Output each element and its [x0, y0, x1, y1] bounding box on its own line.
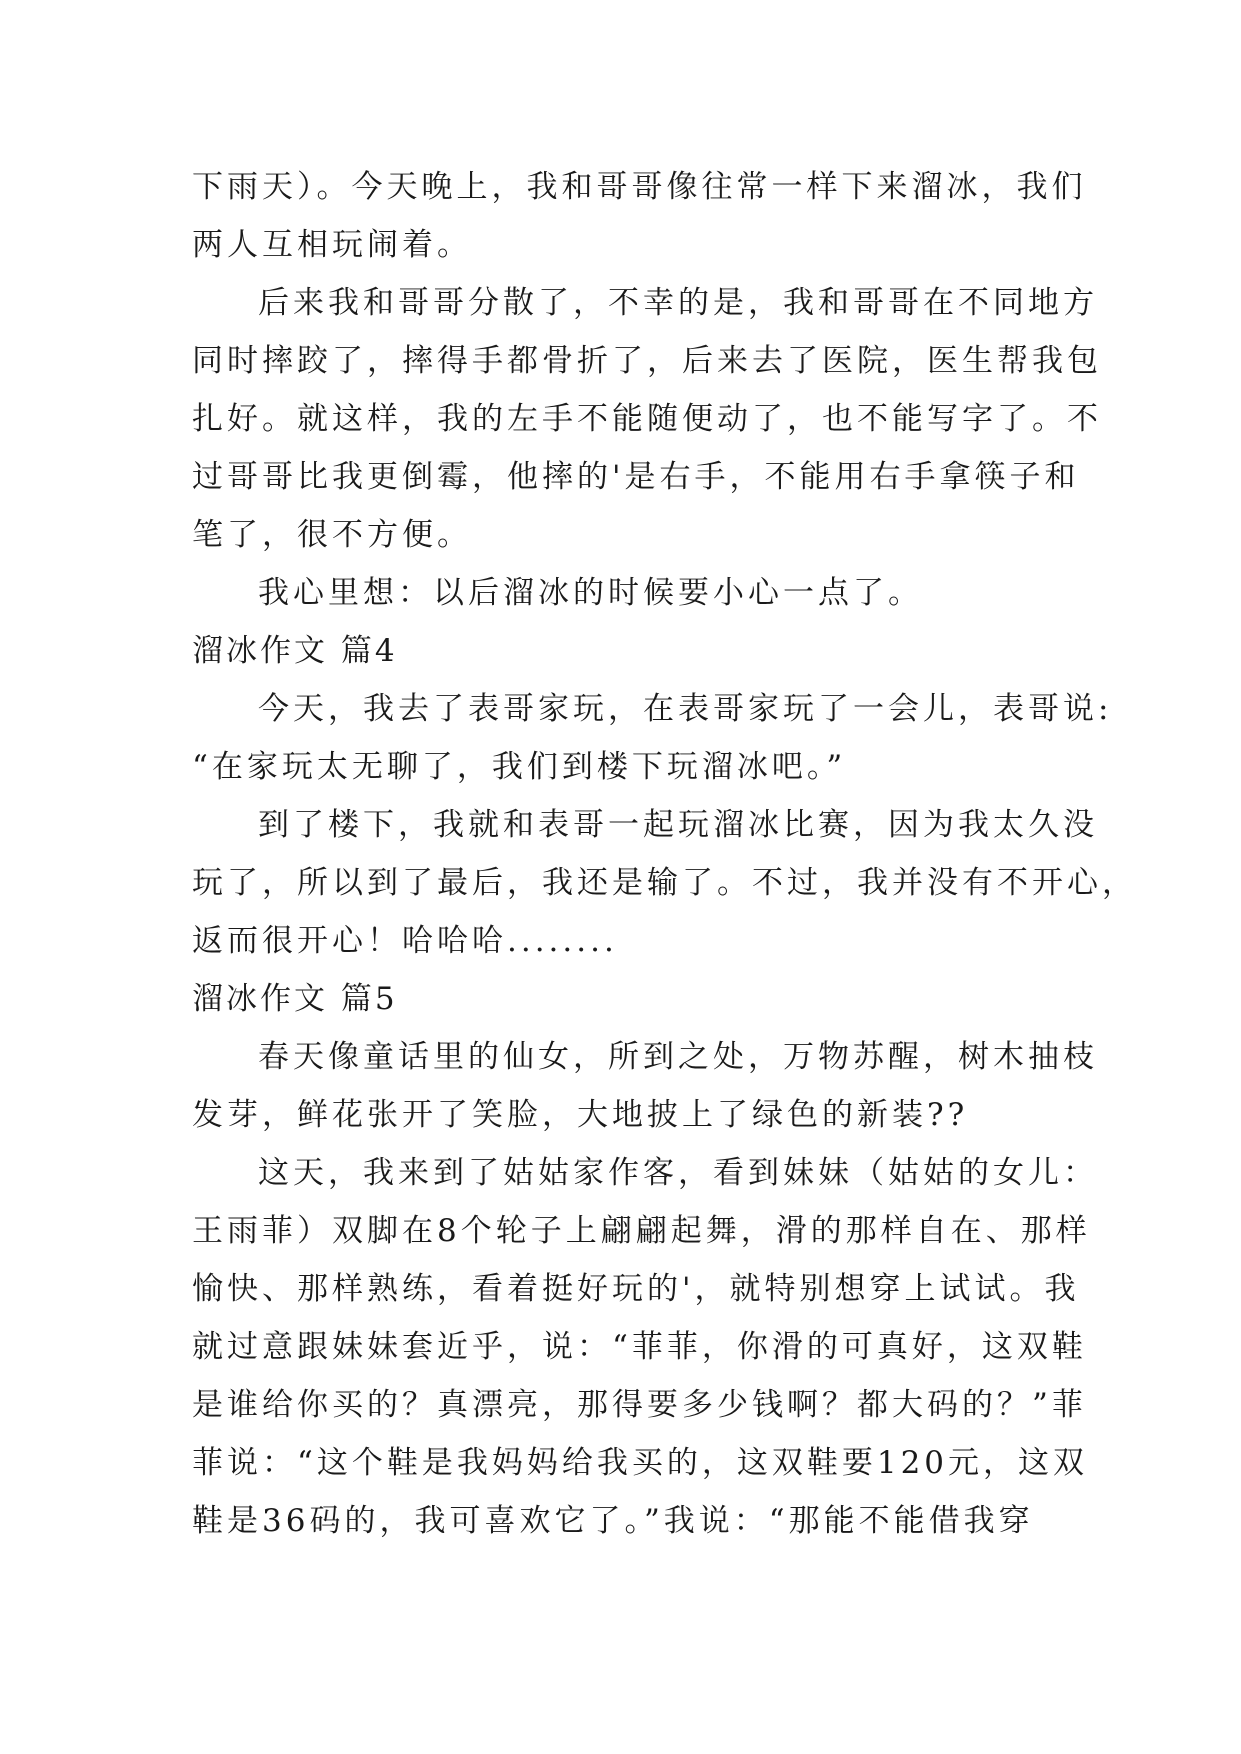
text-line: 返而很开心！哈哈哈........: [192, 923, 618, 959]
text-line: 玩了，所以到了最后，我还是输了。不过，我并没有不开心，: [192, 865, 1137, 901]
text-line: 两人互相玩闹着。: [192, 227, 472, 263]
text-line: 愉快、那样熟练，看着挺好玩的'，就特别想穿上试试。我: [192, 1271, 1080, 1307]
text-line: 是谁给你买的？真漂亮，那得要多少钱啊？都大码的？”菲: [192, 1387, 1087, 1423]
text-line: 过哥哥比我更倒霉，他摔的'是右手，不能用右手拿筷子和: [192, 459, 1080, 495]
text-line: 王雨菲）双脚在8个轮子上翩翩起舞，滑的那样自在、那样: [192, 1213, 1091, 1249]
paragraph-start-line: 我心里想：以后溜冰的时候要小心一点了。: [258, 575, 923, 611]
text-line: 发芽，鲜花张开了笑脸，大地披上了绿色的新装??: [192, 1097, 969, 1133]
paragraph-start-line: 今天，我去了表哥家玩，在表哥家玩了一会儿，表哥说:: [258, 691, 1113, 727]
paragraph-start-line: 到了楼下，我就和表哥一起玩溜冰比赛，因为我太久没: [258, 807, 1098, 843]
paragraph-start-line: 这天，我来到了姑姑家作客，看到妹妹（姑姑的女儿：: [258, 1155, 1098, 1191]
text-line: 同时摔跤了，摔得手都骨折了，后来去了医院，医生帮我包: [192, 343, 1102, 379]
document-body: [192, 158, 1137, 1550]
text-line: 笔了，很不方便。: [192, 517, 472, 553]
text-line: 扎好。就这样，我的左手不能随便动了，也不能写字了。不: [192, 401, 1102, 437]
paragraph-start-line: 春天像童话里的仙女，所到之处，万物苏醒，树木抽枝: [258, 1039, 1098, 1075]
paragraph-start-line: 后来我和哥哥分散了，不幸的是，我和哥哥在不同地方: [258, 285, 1098, 321]
section-heading: 溜冰作文 篇4: [192, 633, 398, 669]
section-heading: 溜冰作文 篇5: [192, 981, 398, 1017]
text-line: 下雨天）。今天晚上，我和哥哥像往常一样下来溜冰，我们: [192, 169, 1087, 205]
text-line: “在家玩太无聊了，我们到楼下玩溜冰吧。”: [192, 749, 847, 785]
text-line: 鞋是36码的，我可喜欢它了。”我说：“那能不能借我穿: [192, 1503, 1034, 1539]
text-line: 就过意跟妹妹套近乎，说：“菲菲，你滑的可真好，这双鞋: [192, 1329, 1087, 1365]
text-line: 菲说：“这个鞋是我妈妈给我买的，这双鞋要120元，这双: [192, 1445, 1089, 1481]
